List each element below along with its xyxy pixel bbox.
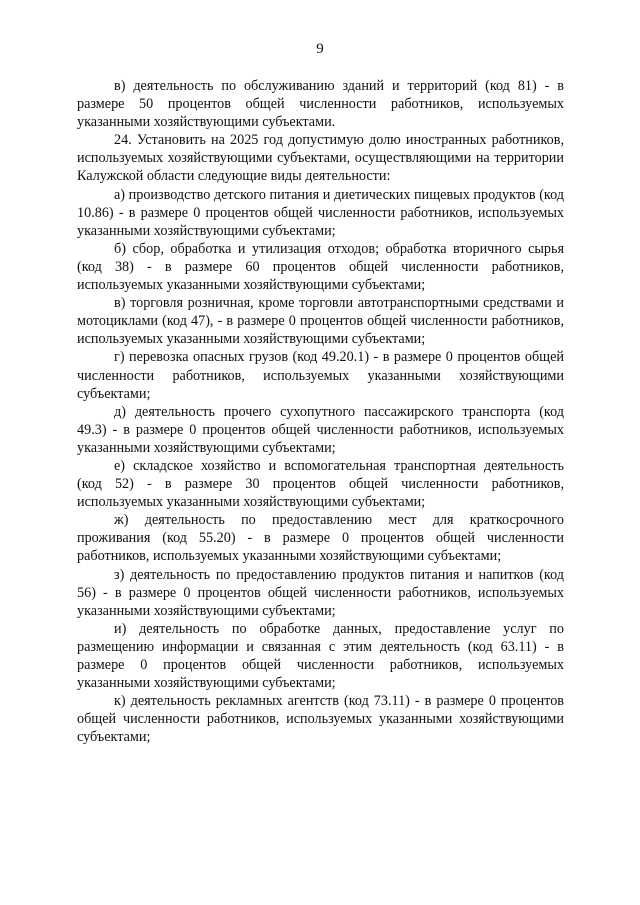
paragraph-item-d: д) деятельность прочего сухопутного пассажирского транспорта (код 49.3) - в размере 0 процентов общей численности работников, используемых указанными хозяйствующими субъектами; [77,403,564,456]
paragraph-item-v-81: в) деятельность по обслуживанию зданий и территорий (код 81) - в размере 50 процентов общей численности работников, используемых указанными хозяйствующими субъектами. [77,78,564,131]
paragraph-item-v: в) торговля розничная, кроме торговли автотранспортными средствами и мотоциклами (код 47), - в размере 0 процентов общей численности работников, используемых указанными хозяйствующими субъектами; [77,295,564,348]
paragraph-item-b: б) сбор, обработка и утилизация отходов; обработка вторичного сырья (код 38) - в размере 60 процентов общей численности работников, используемых указанными хозяйствующими субъектами; [77,240,564,294]
paragraph-item-zh: ж) деятельность по предоставлению мест для краткосрочного проживания (код 55.20) - в размере 0 процентов общей численности работников, используемых указанными хозяйствующими субъектами; [77,512,564,565]
paragraph-item-g: г) перевозка опасных грузов (код 49.20.1) - в размере 0 процентов общей численности работников, используемых указанными хозяйствующими субъектами; [77,349,564,402]
paragraph-item-k: к) деятельность рекламных агентств (код 73.11) - в размере 0 процентов общей численности работников, используемых указанными хозяйствующими субъектами; [77,693,564,746]
paragraph-24-establish-share: 24. Установить на 2025 год допустимую долю иностранных работников, используемых хозяйствующими субъектами, осуществляющими на территории Калужской области следующие виды деятельности: [77,132,564,185]
paragraph-item-e: е) складское хозяйство и вспомогательная транспортная деятельность (код 52) - в размере 30 процентов общей численности работников, используемых указанными хозяйствующими субъектами; [77,457,564,511]
paragraph-item-a: а) производство детского питания и диетических пищевых продуктов (код 10.86) - в размере 0 процентов общей численности работников, используемых указанными хозяйствующими субъектами; [77,186,564,239]
page-number: 9 [316,41,324,57]
document-body [77,77,564,746]
paragraph-item-z: з) деятельность по предоставлению продуктов питания и напитков (код 56) - в размере 0 процентов общей численности работников, используемых указанными хозяйствующими субъектами; [77,566,564,619]
paragraph-item-i: и) деятельность по обработке данных, предоставление услуг по размещению информации и связанная с этим деятельность (код 63.11) - в размере 0 процентов общей численности работников, используемых указанными хозяйствующими субъектами; [77,620,564,692]
